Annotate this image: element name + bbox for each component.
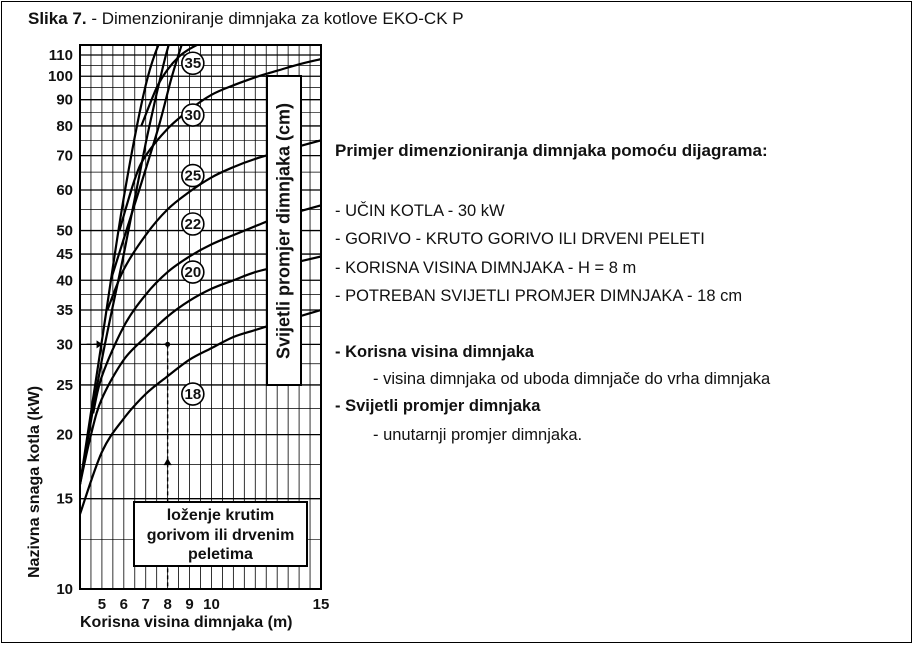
height-arrow: [164, 458, 172, 465]
limit-curve: [111, 34, 186, 280]
diameter-label-box: [266, 75, 302, 386]
example-point: [165, 342, 170, 347]
x-tick-label: 7: [141, 596, 150, 613]
curve-label-20: 20: [184, 264, 202, 282]
y-tick-label: 20: [56, 426, 73, 444]
y-tick-label: 40: [56, 272, 73, 290]
example-heading: Primjer dimenzioniranja dimnjaka pomoću dijagrama:: [335, 141, 768, 160]
x-tick-label: 9: [185, 596, 194, 613]
y-tick-label: 70: [56, 147, 73, 165]
curve-label-30: 30: [184, 107, 202, 125]
x-tick-label: 5: [97, 596, 107, 613]
definition-diameter-title: - Svijetli promjer dimnjaka: [335, 397, 541, 415]
y-tick-label: 10: [56, 581, 73, 598]
definition-height-text: - visina dimnjaka od uboda dimnjače do vrha dimnjaka: [373, 370, 771, 388]
x-tick-label: 15: [312, 596, 330, 613]
y-axis-label: Nazivna snaga kotla (kW): [26, 385, 43, 578]
figure-caption: - Dimenzioniranje dimnjaka za kotlove EKO-CK P: [86, 9, 464, 28]
diameter-label: Svijetli promjer dimnjaka (cm): [273, 102, 294, 359]
fuel-label-box: [133, 501, 308, 567]
y-tick-label: 25: [56, 376, 73, 394]
y-tick-label: 30: [56, 336, 73, 354]
definition-diameter-text: - unutarnji promjer dimnjaka.: [373, 426, 583, 444]
y-tick-label: 100: [47, 68, 73, 86]
curve-label-22: 22: [184, 216, 202, 234]
x-tick-label: 10: [203, 596, 220, 613]
curve-label-25: 25: [184, 167, 202, 185]
fuel-line-2: gorivom ili drvenim: [146, 526, 295, 544]
example-item-diameter: - POTREBAN SVIJETLI PROMJER DIMNJAKA - 18 cm: [335, 287, 743, 305]
example-panel: [335, 140, 895, 444]
x-tick-label: 8: [163, 596, 172, 613]
example-item-height: - KORISNA VISINA DIMNJAKA - H = 8 m: [335, 259, 637, 277]
figure-label: Slika 7.: [28, 9, 87, 28]
y-tick-label: 50: [56, 222, 73, 240]
y-tick-label: 15: [56, 490, 73, 508]
y-tick-label: 80: [56, 117, 73, 135]
fuel-line-1: loženje krutim: [166, 507, 275, 524]
example-item-fuel: - GORIVO - KRUTO GORIVO ILI DRVENI PELETI: [335, 230, 705, 248]
definition-height-title: - Korisna visina dimnjaka: [335, 343, 534, 361]
y-tick-label: 35: [56, 302, 73, 320]
curve-label-35: 35: [184, 55, 202, 73]
example-item-power: - UČIN KOTLA - 30 kW: [335, 202, 505, 220]
curve-label-18: 18: [184, 386, 202, 404]
x-tick-label: 6: [119, 596, 128, 613]
x-axis-label: Korisna visina dimnjaka (m): [80, 614, 293, 631]
fuel-line-3: peletima: [188, 546, 253, 563]
y-tick-label: 110: [48, 47, 73, 64]
y-tick-label: 90: [56, 91, 73, 109]
y-tick-label: 45: [56, 246, 73, 264]
y-tick-label: 60: [56, 181, 73, 199]
